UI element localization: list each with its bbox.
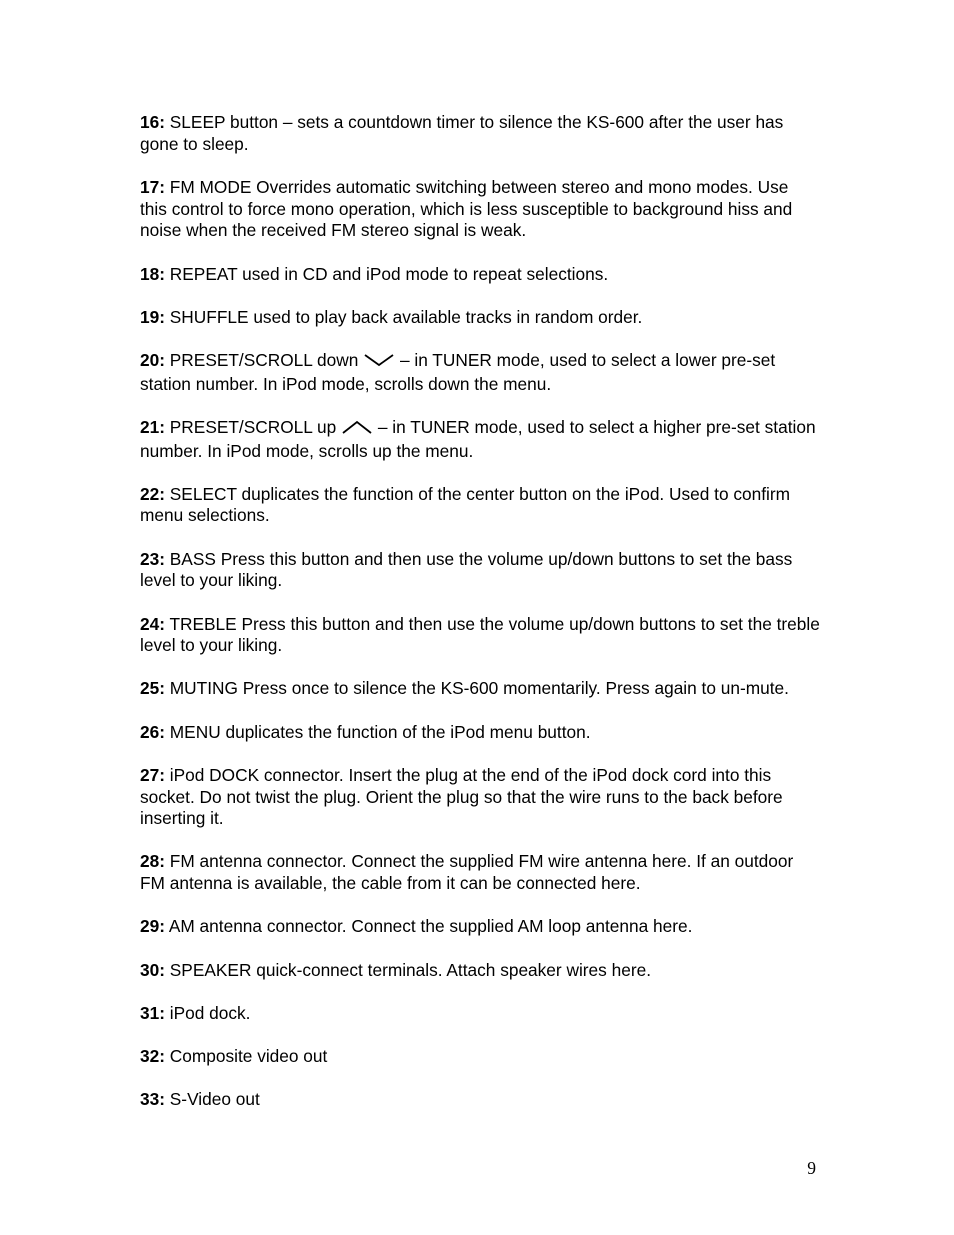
item-text: AM antenna connector. Connect the supplied AM loop antenna here. <box>164 916 693 937</box>
list-item <box>140 722 820 744</box>
list-item <box>140 177 820 242</box>
item-number: 30: <box>140 959 165 980</box>
item-text: SELECT duplicates the function of the center button on the iPod. Used to confirm menu selections. <box>140 483 791 526</box>
item-number: 29: <box>140 916 165 937</box>
item-number: 27: <box>140 764 165 785</box>
item-number: 18: <box>140 263 165 284</box>
item-number: 22: <box>140 483 165 504</box>
item-number: 17: <box>140 176 165 197</box>
item-number: 31: <box>140 1002 165 1023</box>
list-item <box>140 678 820 700</box>
item-text: PRESET/SCROLL up <box>164 416 342 437</box>
list-item <box>140 916 820 938</box>
item-list <box>140 112 820 1132</box>
item-text: SHUFFLE used to play back available tracks in random order. <box>164 306 643 327</box>
item-number: 28: <box>140 851 165 872</box>
item-text: BASS Press this button and then use the volume up/down buttons to set the bass level to your liking. <box>140 548 793 591</box>
item-text: S-Video out <box>164 1089 260 1110</box>
list-item <box>140 549 820 592</box>
list-item <box>140 1046 820 1068</box>
list-item <box>140 1089 820 1111</box>
item-number: 25: <box>140 678 165 699</box>
item-text: – in TUNER mode, used to select a higher pre-set station number. In iPod mode, scrolls up the menu. <box>140 416 816 461</box>
item-text: REPEAT used in CD and iPod mode to repeat selections. <box>164 263 609 284</box>
item-number: 32: <box>140 1045 165 1066</box>
list-item <box>140 264 820 286</box>
item-text: TREBLE Press this button and then use the volume up/down buttons to set the treble level to your liking. <box>140 613 820 656</box>
list-item <box>140 960 820 982</box>
list-item <box>140 307 820 329</box>
item-text: iPod dock. <box>164 1002 251 1023</box>
item-number: 23: <box>140 548 165 569</box>
item-number: 24: <box>140 613 165 634</box>
item-text: FM antenna connector. Connect the supplied FM wire antenna here. If an outdoor FM antenna is available, the cable from it can be connected here. <box>140 851 794 894</box>
list-item <box>140 614 820 657</box>
item-text: iPod DOCK connector. Insert the plug at the end of the iPod dock cord into this socket. Do not twist the plug. Orient the plug so that the wire runs to the back before inserting it. <box>140 764 783 829</box>
item-number: 26: <box>140 721 165 742</box>
item-text: SLEEP button – sets a countdown timer to silence the KS-600 after the user has gone to sleep. <box>140 112 784 154</box>
item-text: PRESET/SCROLL down <box>164 349 364 370</box>
list-item <box>140 417 820 462</box>
item-number: 33: <box>140 1089 165 1110</box>
list-item <box>140 112 820 155</box>
item-number: 16: <box>140 112 165 132</box>
list-item <box>140 1003 820 1025</box>
item-text: MUTING Press once to silence the KS-600 momentarily. Press again to un-mute. <box>164 678 789 699</box>
item-text: MENU duplicates the function of the iPod menu button. <box>164 721 591 742</box>
item-text: FM MODE Overrides automatic switching between stereo and mono modes. Use this control to force mono operation, which is less susceptible to background hiss and noise when the received FM stereo signal is weak. <box>140 176 793 241</box>
item-number: 20: <box>140 349 165 370</box>
item-number: 21: <box>140 416 165 437</box>
item-number: 19: <box>140 306 165 327</box>
chevron-up-icon <box>341 419 373 441</box>
item-text: – in TUNER mode, used to select a lower pre-set station number. In iPod mode, scrolls down the menu. <box>140 349 776 394</box>
item-text: Composite video out <box>164 1045 328 1066</box>
item-text: SPEAKER quick-connect terminals. Attach speaker wires here. <box>164 959 651 980</box>
chevron-down-icon <box>363 352 395 374</box>
list-item <box>140 765 820 830</box>
page-number: 9 <box>807 1158 816 1178</box>
list-item <box>140 484 820 527</box>
list-item <box>140 350 820 395</box>
list-item <box>140 851 820 894</box>
